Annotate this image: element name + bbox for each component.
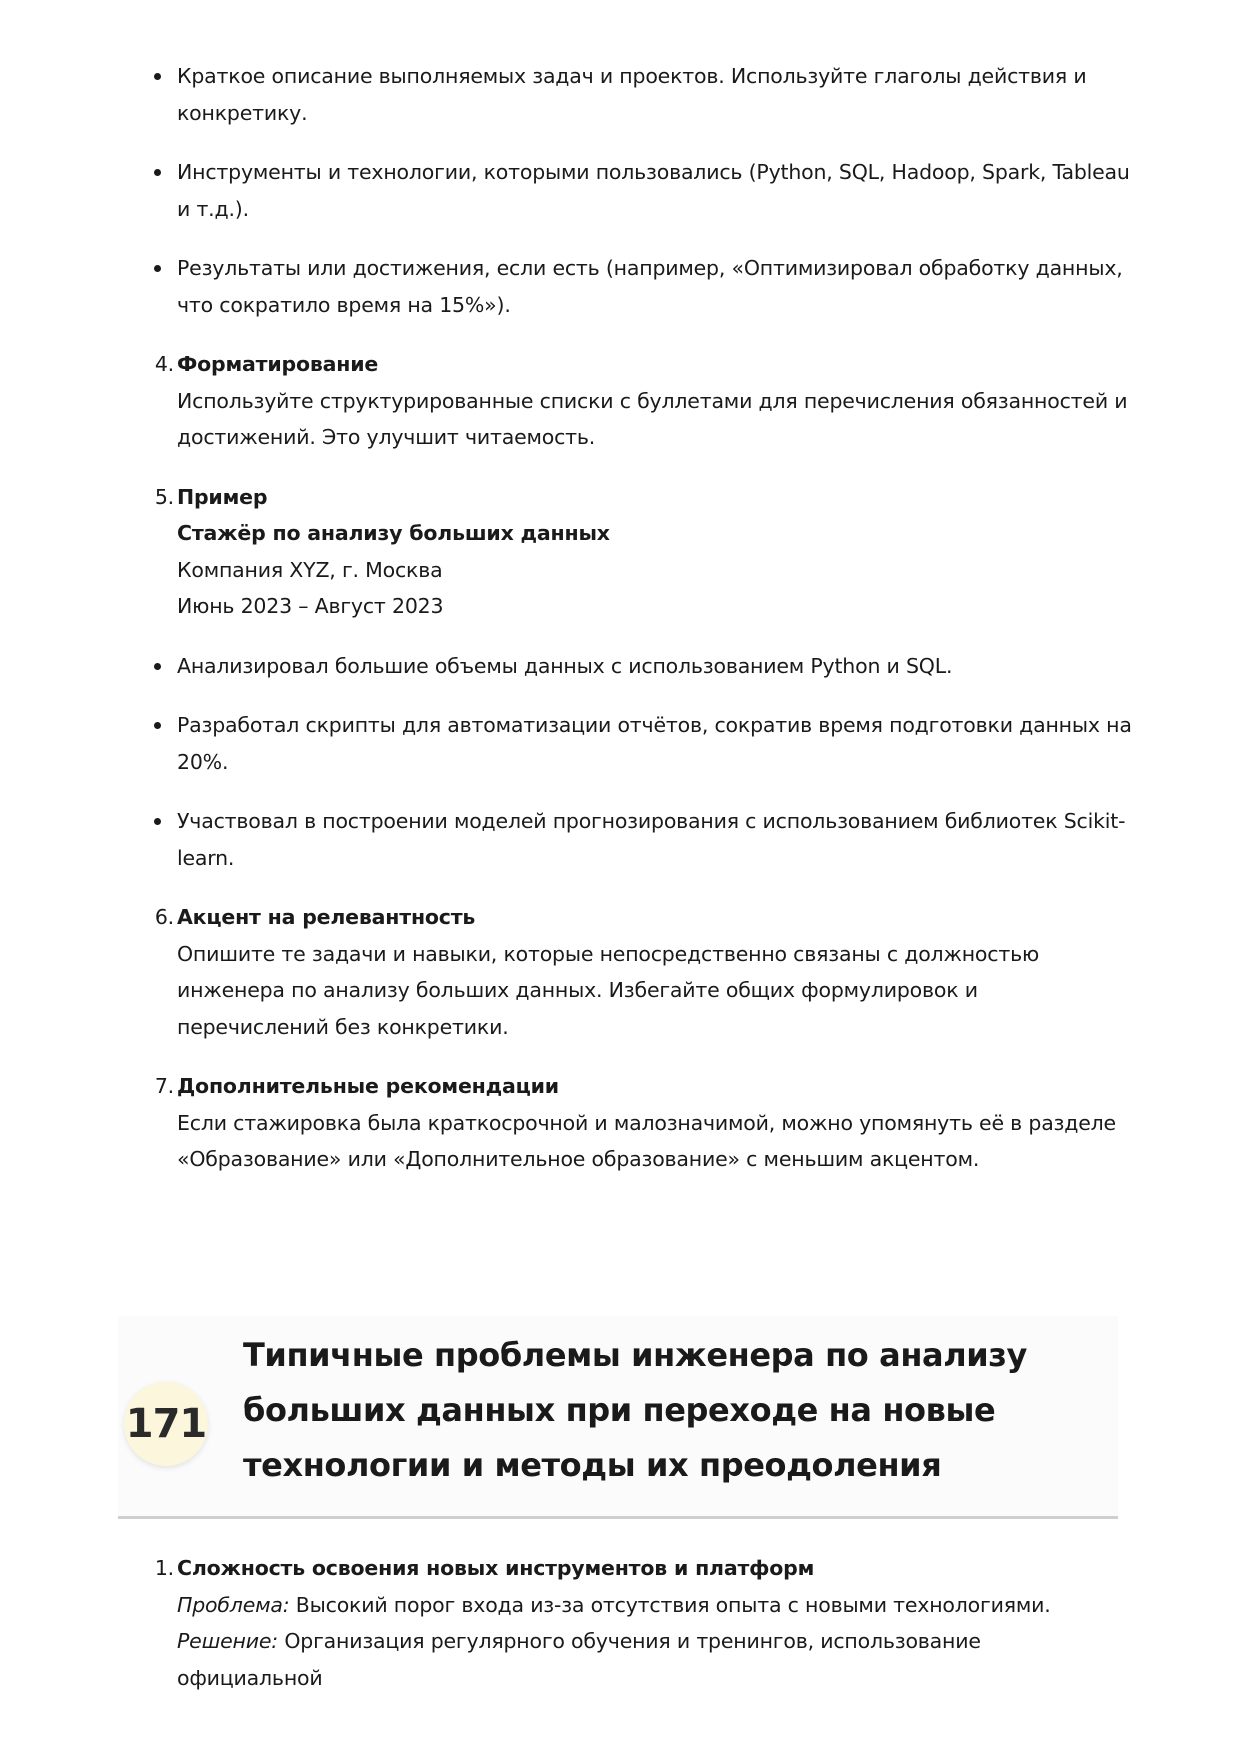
list-item: Инструменты и технологии, которыми пользовались (Python, SQL, Hadoop, Spark, Tableau и т.д.).	[152, 154, 1132, 227]
example-position: Стажёр по анализу больших данных	[177, 521, 610, 545]
item-number: 4.	[154, 352, 174, 376]
section-header	[118, 1316, 1118, 1519]
item-title: Акцент на релевантность	[177, 905, 476, 929]
item-number: 6.	[154, 905, 174, 929]
section-content	[152, 1550, 1132, 1719]
item-body: Опишите те задачи и навыки, которые непосредственно связаны с должностью инженера по анализу больших данных. Избегайте общих формулировок и перечислений без конкретики.	[177, 941, 1040, 1039]
item-number: 1.	[154, 1556, 174, 1580]
list-item: Анализировал большие объемы данных с использованием Python и SQL.	[152, 648, 1132, 685]
problem-label: Проблема:	[177, 1592, 290, 1617]
item-number: 7.	[154, 1074, 174, 1098]
numbered-item-learning-curve	[152, 1550, 1132, 1696]
item-body: Если стажировка была краткосрочной и малозначимой, можно упомянуть её в разделе «Образование» или «Дополнительное образование» с меньшим акцентом.	[177, 1110, 1116, 1171]
numbered-item-recommendations	[152, 1068, 1132, 1178]
problem-text: Высокий порог входа из-за отсутствия опыта с новыми технологиями.	[289, 1592, 1051, 1617]
solution-text: Организация регулярного обучения и тренингов, использование официальной	[177, 1629, 981, 1690]
problem-line	[177, 1587, 1132, 1624]
list-item: Разработал скрипты для автоматизации отчётов, сократив время подготовки данных на 20%.	[152, 707, 1132, 780]
item-title: Дополнительные рекомендации	[177, 1074, 559, 1098]
solution-label: Решение:	[177, 1629, 278, 1653]
main-content	[152, 58, 1132, 1201]
numbered-item-example	[152, 479, 1132, 625]
item-number: 5.	[154, 484, 174, 509]
section-title: Типичные проблемы инженера по анализу больших данных при переходе на новые технологии и методы их преодоления	[243, 1336, 1027, 1484]
numbered-item-relevance	[152, 899, 1132, 1045]
example-dates: Июнь 2023 – Август 2023	[177, 594, 444, 618]
numbered-item-formatting	[152, 346, 1132, 456]
section-number-badge: 171	[124, 1382, 208, 1466]
list-item: Краткое описание выполняемых задач и проектов. Используйте глаголы действия и конкретику.	[152, 58, 1132, 131]
list-item: Участвовал в построении моделей прогнозирования с использованием библиотек Scikit-learn.	[152, 803, 1132, 876]
solution-line	[177, 1623, 1132, 1696]
item-title: Пример	[177, 484, 268, 509]
item-title: Форматирование	[177, 352, 379, 376]
item-title: Сложность освоения новых инструментов и платформ	[177, 1556, 815, 1580]
item-body: Используйте структурированные списки с буллетами для перечисления обязанностей и достижений. Это улучшит читаемость.	[177, 388, 1128, 449]
list-item: Результаты или достижения, если есть (например, «Оптимизировал обработку данных, что сократило время на 15%»).	[152, 250, 1132, 323]
example-company: Компания XYZ, г. Москва	[177, 557, 443, 582]
